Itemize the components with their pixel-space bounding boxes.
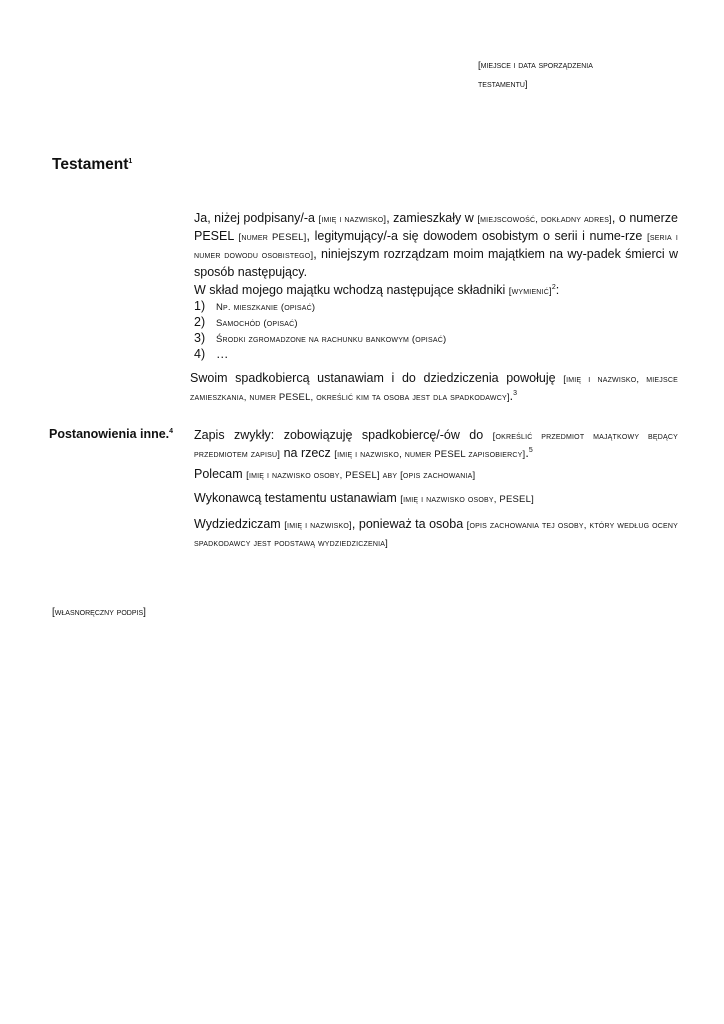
p1-text-5: , niniejszym rozrządzam moim majątkiem na wy-padek śmierci w sposób następujący. [194, 247, 678, 279]
p2-footnote: 2 [551, 283, 556, 291]
p2-text-2: : [555, 283, 560, 297]
legacy-paragraph [194, 427, 678, 463]
p1-text-4: , legitymujący/-a się dowodem osobistym o serii i nume-rze [306, 229, 647, 243]
title-text: Testament [52, 156, 129, 173]
p4-placeholder-legatee: [imię i nazwisko, numer PESEL zapisobiercy] [334, 449, 526, 460]
document-title [52, 156, 132, 174]
p3-text-2: . [509, 389, 514, 403]
p4-footnote: 5 [528, 446, 533, 454]
p6-placeholder-executor: [imię i nazwisko osoby, PESEL] [400, 494, 534, 505]
list-text: Np. mieszkanie (opisać) [216, 302, 316, 313]
p4-text-3: . [525, 446, 529, 460]
disinheritance-paragraph [194, 516, 678, 552]
asset-list-item [194, 330, 446, 348]
p5-placeholder-behaviour: [opis zachowania] [400, 470, 476, 481]
list-number: 3) [194, 331, 206, 345]
p7-text-2: , ponieważ ta osoba [351, 517, 467, 531]
place-date-line1: [miejsce i data sporządzenia [478, 60, 593, 71]
p7-text-1: Wydziedziczam [194, 517, 285, 531]
p1-placeholder-address: [miejscowość, dokładny adres] [477, 214, 612, 225]
p6-text-1: Wykonawcą testamentu ustanawiam [194, 491, 401, 505]
p2-placeholder-list: [wymienić] [508, 286, 552, 297]
list-text: Środki zgromadzone na rachunku bankowym (opisać) [216, 334, 447, 345]
p1-placeholder-name: [imię i nazwisko] [318, 214, 387, 225]
list-number: 2) [194, 315, 206, 329]
executor-paragraph [194, 490, 678, 508]
p3-placeholder-heir: [imię i nazwisko, miejsce zamieszkania, numer PESEL, określić kim ta osoba jest dla spadkodawcy] [190, 374, 678, 403]
p4-text-1: Zapis zwykły: zobowiązuję spadkobiercę/-ów do [194, 428, 493, 442]
list-text: … [216, 347, 229, 361]
p5-placeholder-person: [imię i nazwisko osoby, PESEL] [246, 470, 380, 481]
p4-text-2: na rzecz [280, 446, 335, 460]
list-number: 4) [194, 347, 206, 361]
instruction-paragraph [194, 466, 678, 484]
asset-list-item [194, 346, 229, 362]
p5-text-aby: aby [379, 470, 401, 481]
p1-text-2: , zamieszkały w [386, 211, 478, 225]
p3-text-1: Swoim spadkobiercą ustanawiam i do dziedziczenia powołuję [190, 371, 564, 385]
p7-placeholder-name: [imię i nazwisko] [284, 520, 352, 531]
signature-placeholder: [własnoręczny podpis] [52, 607, 146, 618]
p7-placeholder-reason: [opis zachowania tej osoby, który według oceny spadkodawcy jest podstawą wydziedziczenia] [194, 520, 678, 549]
list-text: Samochód (opisać) [216, 318, 298, 329]
title-footnote: 1 [128, 157, 133, 165]
p3-footnote: 3 [513, 389, 518, 397]
list-number: 1) [194, 299, 206, 313]
declaration-paragraph [194, 210, 678, 280]
p1-text-1: Ja, niżej podpisany/-a [194, 211, 319, 225]
p2-text-1: W skład mojego majątku wchodzą następujące składniki [194, 283, 509, 297]
p5-text-1: Polecam [194, 467, 247, 481]
p1-placeholder-pesel: [numer PESEL] [238, 232, 307, 243]
heir-paragraph [190, 370, 678, 406]
other-label-footnote: 4 [169, 427, 174, 435]
place-date-line2: testamentu] [478, 79, 528, 90]
other-provisions-label [49, 427, 173, 441]
p1-placeholder-id: [seria i numer dowodu osobistego] [194, 232, 678, 261]
other-label-text: Postanowienia inne. [49, 427, 170, 441]
p1-text-3: , o numerze PESEL [194, 211, 678, 243]
p4-placeholder-item: [określić przedmiot majątkowy będący przedmiotem zapisu] [194, 431, 678, 460]
place-date-placeholder [478, 56, 678, 94]
